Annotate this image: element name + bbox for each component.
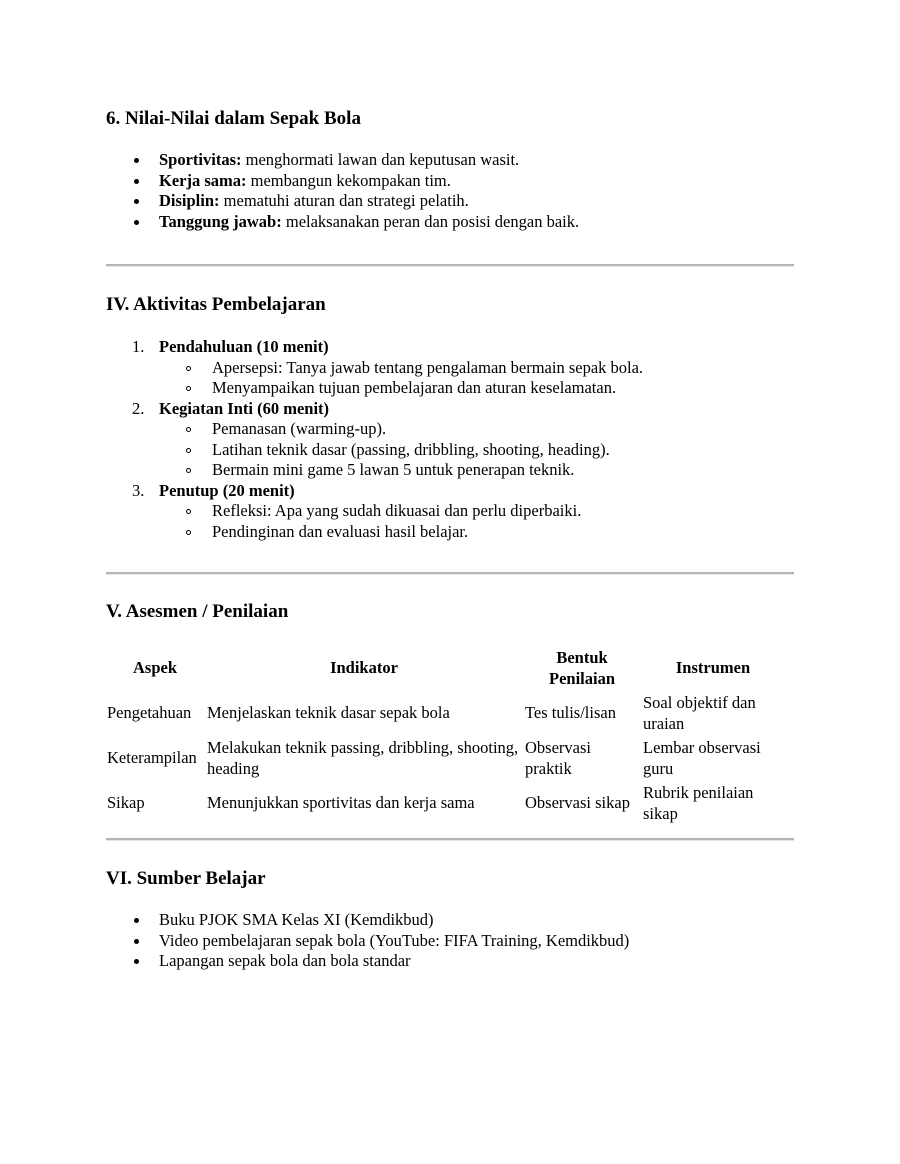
circle-bullet-icon (186, 468, 191, 473)
column-header: Aspek (132, 658, 177, 678)
list-item: Video pembelajaran sepak bola (YouTube: FIFA Training, Kemdikbud) (106, 931, 794, 952)
assessment-table (104, 645, 786, 827)
bullet-icon (134, 199, 139, 204)
circle-bullet-icon (186, 509, 191, 514)
horizontal-rule (106, 838, 794, 841)
table-cell: Observasi praktik (525, 738, 591, 778)
bullet-icon (134, 158, 139, 163)
table-cell: Melakukan teknik passing, dribbling, shooting, heading (207, 738, 519, 778)
table-cell: Tes tulis/lisan (525, 703, 616, 723)
table-header-row (106, 647, 784, 690)
section-heading-asesmen: V. Asesmen / Penilaian (106, 601, 289, 622)
bullet-icon (134, 939, 139, 944)
table-cell: Observasi sikap (525, 793, 630, 813)
table-cell: Menunjukkan sportivitas dan kerja sama (207, 793, 475, 813)
circle-bullet-icon (186, 448, 191, 453)
table-row (106, 692, 784, 735)
sub-item: Menyampaikan tujuan pembelajaran dan aturan keselamatan. (106, 378, 794, 399)
sub-item: Apersepsi: Tanya jawab tentang pengalaman bermain sepak bola. (106, 358, 794, 379)
section-heading-sumber: VI. Sumber Belajar (106, 868, 266, 889)
table-cell: Pengetahuan (107, 703, 192, 723)
sub-item: Bermain mini game 5 lawan 5 untuk penerapan teknik. (106, 460, 794, 481)
step-item (106, 481, 794, 543)
step-item (106, 399, 794, 481)
circle-bullet-icon (186, 427, 191, 432)
sub-item: Pendinginan dan evaluasi hasil belajar. (106, 522, 794, 543)
circle-bullet-icon (186, 386, 191, 391)
step-title: Penutup (20 menit) (159, 480, 295, 500)
list-item: Buku PJOK SMA Kelas XI (Kemdikbud) (106, 910, 794, 931)
aktivitas-steps (106, 337, 794, 542)
nilai-list (106, 150, 794, 232)
sumber-list (106, 910, 794, 972)
column-header: Bentuk Penilaian (548, 648, 615, 688)
section-heading-aktivitas: IV. Aktivitas Pembelajaran (106, 294, 326, 315)
table-cell: Sikap (107, 793, 145, 813)
bullet-icon (134, 220, 139, 225)
sub-item: Latihan teknik dasar (passing, dribbling, shooting, heading). (106, 440, 794, 461)
bullet-icon (134, 179, 139, 184)
section-heading-nilai: 6. Nilai-Nilai dalam Sepak Bola (106, 108, 361, 129)
table-cell: Rubrik penilaian sikap (643, 783, 754, 823)
horizontal-rule (106, 264, 794, 267)
step-number: 2. (132, 398, 145, 418)
table-row (106, 782, 784, 825)
step-title: Pendahuluan (10 menit) (159, 337, 329, 356)
bullet-icon (134, 959, 139, 964)
table-cell: Soal objektif dan uraian (643, 693, 756, 733)
column-header: Indikator (330, 658, 398, 678)
list-item: Tanggung jawab: melaksanakan peran dan posisi dengan baik. (106, 212, 794, 233)
horizontal-rule (106, 572, 794, 575)
table-row (106, 737, 784, 780)
list-item: Disiplin: mematuhi aturan dan strategi pelatih. (106, 191, 794, 212)
bullet-icon (134, 918, 139, 923)
table-cell: Menjelaskan teknik dasar sepak bola (207, 703, 450, 723)
step-number: 1. (132, 337, 145, 356)
sub-item: Pemanasan (warming-up). (106, 419, 794, 440)
table-cell: Lembar observasi guru (643, 738, 761, 778)
list-item: Sportivitas: menghormati lawan dan keputusan wasit. (106, 150, 794, 171)
table-cell: Keterampilan (107, 748, 197, 768)
list-item: Kerja sama: membangun kekompakan tim. (106, 171, 794, 192)
step-item (106, 337, 794, 399)
circle-bullet-icon (186, 366, 191, 371)
list-item: Lapangan sepak bola dan bola standar (106, 951, 794, 972)
sub-item: Refleksi: Apa yang sudah dikuasai dan perlu diperbaiki. (106, 501, 794, 522)
column-header: Instrumen (675, 658, 751, 678)
step-number: 3. (132, 480, 145, 500)
circle-bullet-icon (186, 530, 191, 535)
step-title: Kegiatan Inti (60 menit) (159, 398, 330, 418)
